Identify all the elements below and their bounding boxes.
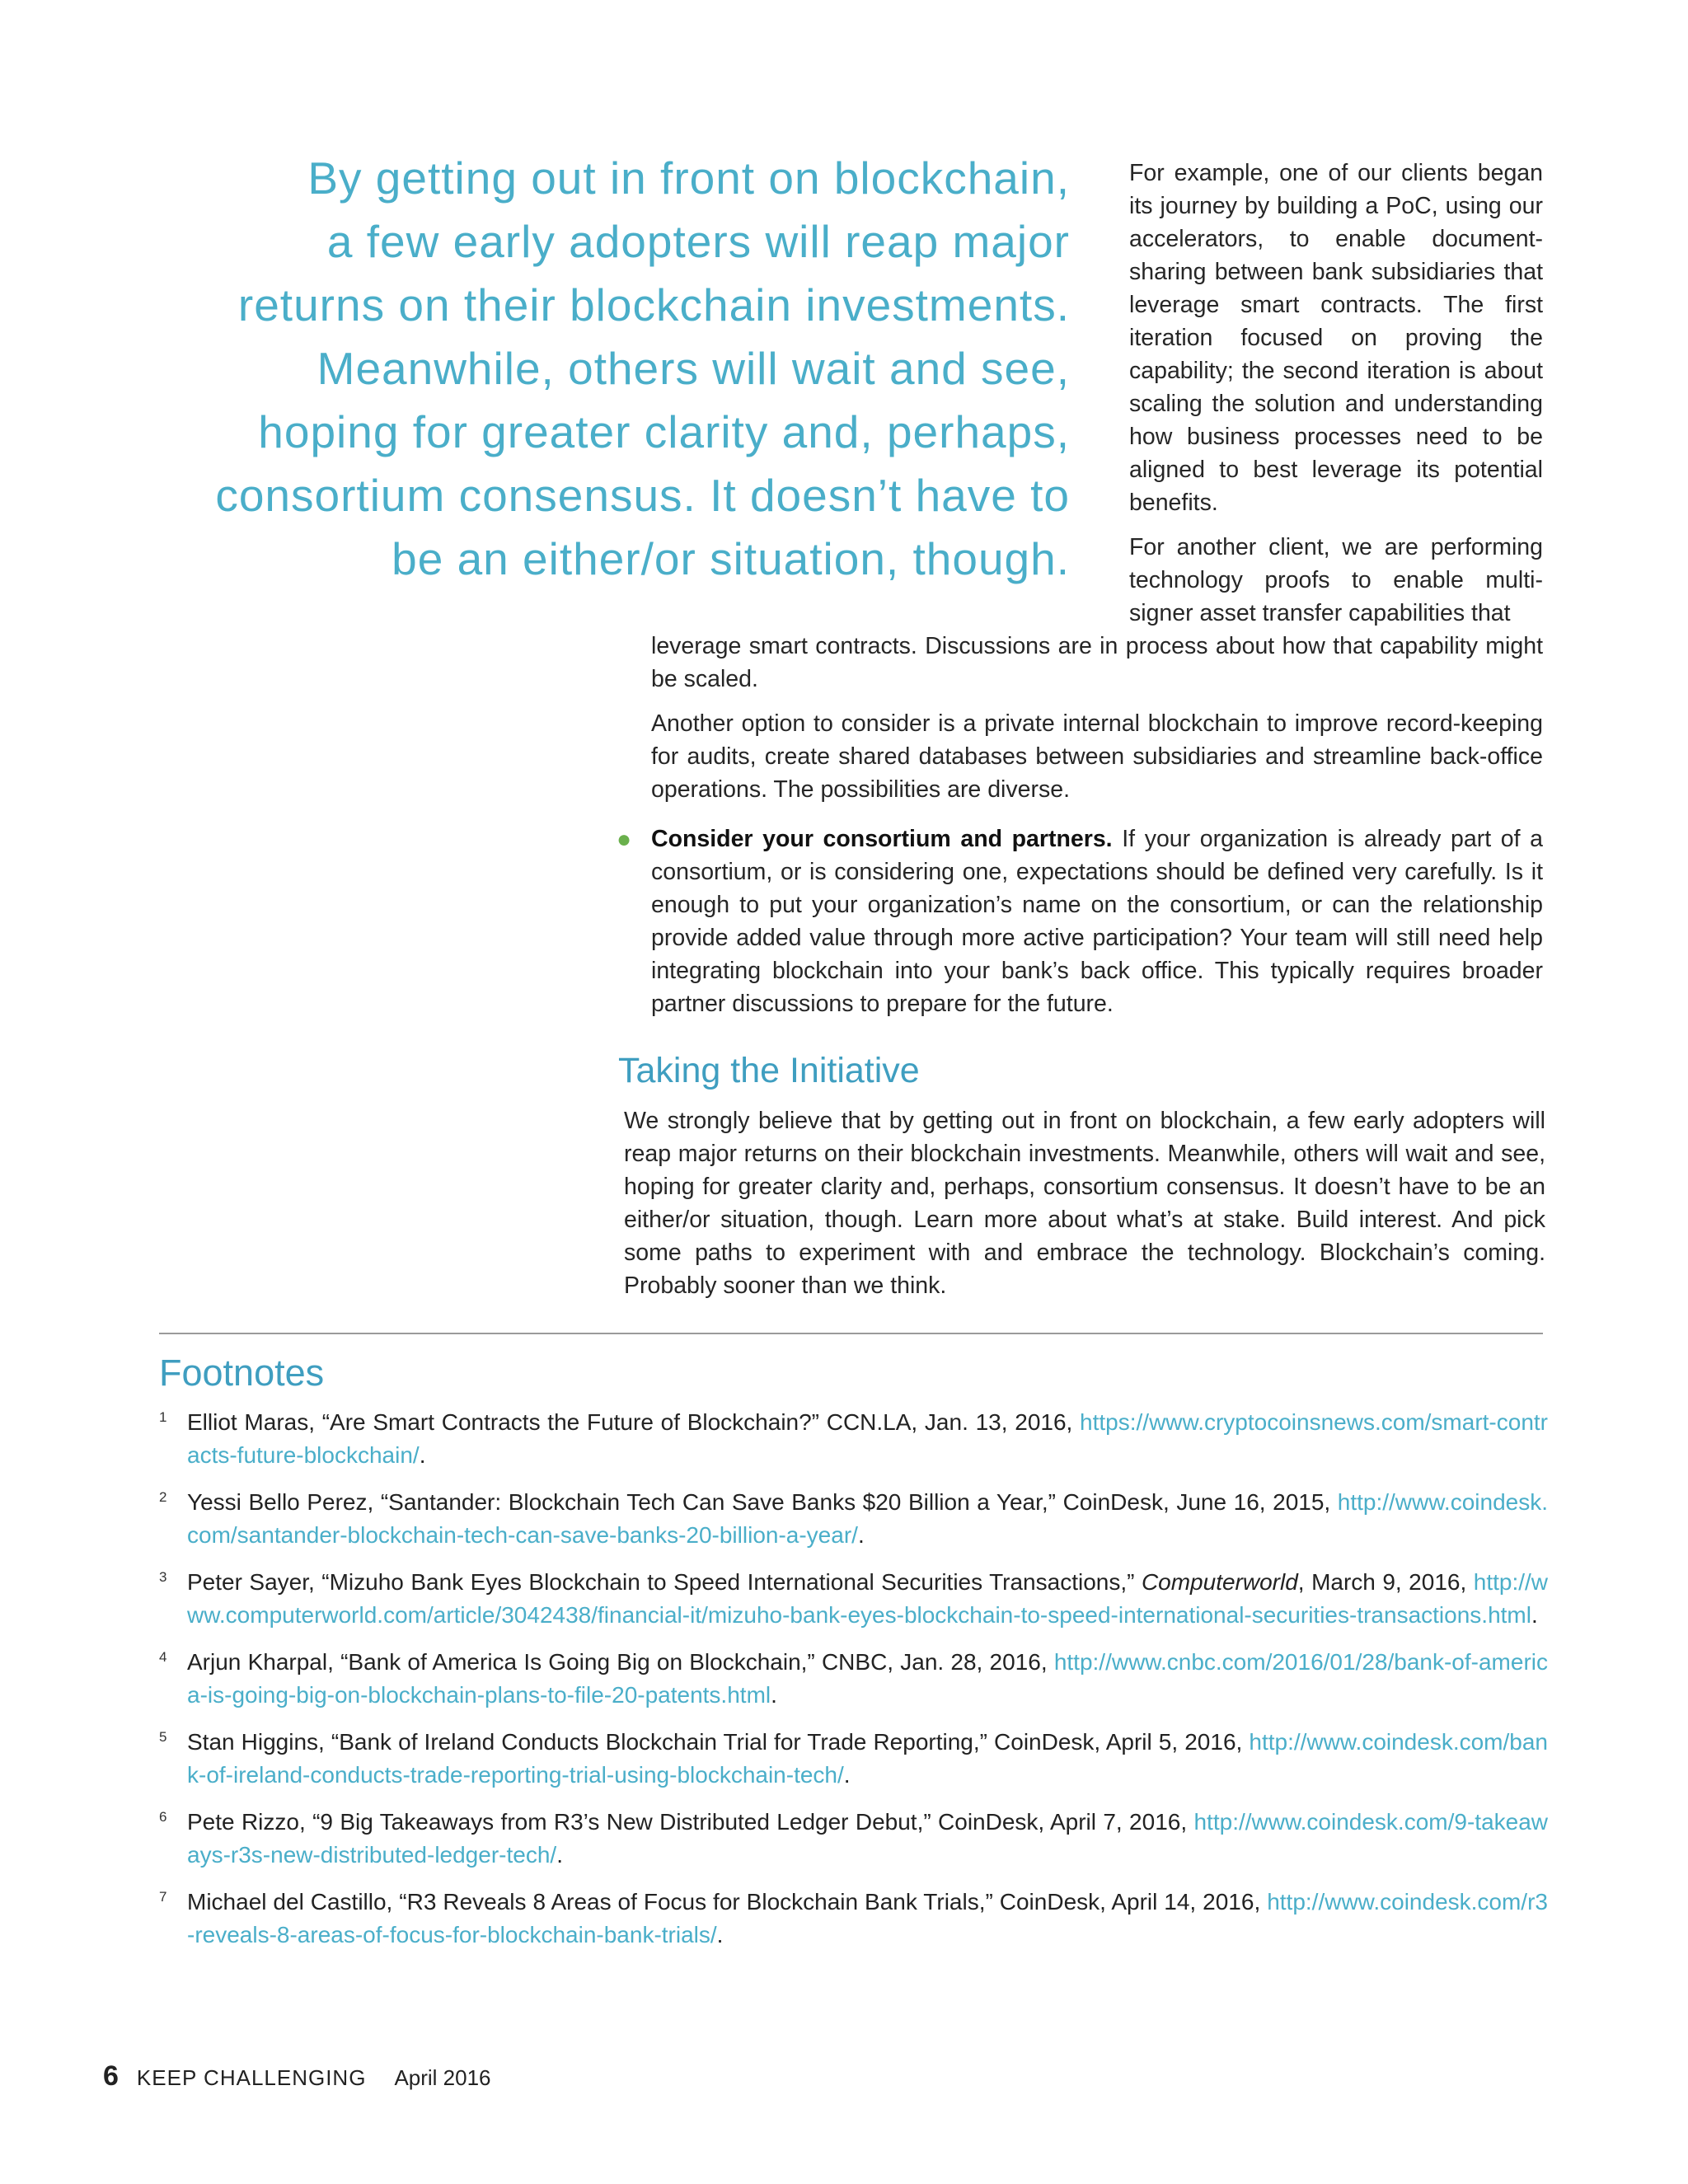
- footnote-link[interactable]: http://www.coindesk.com/santander-blockchain-tech-can-save-banks-20-billion-a-year/: [187, 1489, 1548, 1548]
- divider: [159, 1333, 1543, 1334]
- footnote-number: 6: [159, 1809, 167, 1825]
- pull-quote: [99, 147, 1070, 591]
- body-paragraph: For another client, we are performing technology proofs to enable multi-signer asset transfer capabilities that: [1129, 534, 1543, 626]
- footnote-link[interactable]: https://www.cryptocoinsnews.com/smart-contracts-future-blockchain/: [187, 1409, 1548, 1468]
- footnote-end: .: [419, 1442, 426, 1468]
- pull-quote-line: Meanwhile, others will wait and see,: [316, 343, 1070, 394]
- bullet-item: [651, 823, 1543, 1020]
- right-column: [1129, 157, 1543, 630]
- bullet-text: If your organization is already part of a consortium, or is considering one, expectations should be defined very carefully. Is it enough to put your organization’s name on the consortium, or can the relationship provide added value through more active participation? Your team will still need help integrating blockchain into your bank’s back office. This typically requires broader partner discussions to prepare for the future.: [651, 826, 1543, 1017]
- main-column: [651, 630, 1543, 818]
- page-footer: [103, 2060, 491, 2093]
- footnote-link[interactable]: http://www.coindesk.com/9-takeaways-r3s-new-distributed-ledger-tech/: [187, 1809, 1548, 1868]
- footnote-text: Michael del Castillo, “R3 Reveals 8 Areas of Focus for Blockchain Bank Trials,” CoinDesk, April 14, 2016,: [187, 1889, 1268, 1915]
- footnote-end: .: [556, 1842, 563, 1868]
- footnotes-heading: Footnotes: [159, 1352, 325, 1394]
- publication-name: KEEP CHALLENGING: [136, 2065, 367, 2090]
- footnote-text: Peter Sayer, “Mizuho Bank Eyes Blockchain to Speed International Securities Transactions,”: [187, 1569, 1142, 1595]
- pull-quote-line: consortium consensus. It doesn’t have to: [215, 470, 1070, 521]
- footnote: [159, 1806, 1548, 1872]
- body-paragraph: leverage smart contracts. Discussions are in process about how that capability might be scaled.: [651, 633, 1543, 692]
- footnote-text: , March 9, 2016,: [1297, 1569, 1474, 1595]
- footnote-end: .: [716, 1922, 724, 1947]
- pull-quote-line: By getting out in front on blockchain,: [307, 152, 1070, 204]
- bullet-icon: ●: [617, 826, 632, 853]
- pull-quote-line: hoping for greater clarity and, perhaps,: [258, 406, 1070, 457]
- footnote-text: Elliot Maras, “Are Smart Contracts the Future of Blockchain?” CCN.LA, Jan. 13, 2016,: [187, 1409, 1081, 1435]
- section-body: [624, 1104, 1545, 1302]
- footnote-number: 3: [159, 1569, 167, 1585]
- footnote-number: 1: [159, 1409, 167, 1425]
- footnote-end: .: [857, 1522, 865, 1548]
- footnote: [159, 1726, 1548, 1792]
- footnote-text: Yessi Bello Perez, “Santander: Blockchain Tech Can Save Banks $20 Billion a Year,” CoinDesk, June 16, 2015,: [187, 1489, 1338, 1515]
- pull-quote-line: be an either/or situation, though.: [392, 533, 1070, 584]
- footnote-text: Pete Rizzo, “9 Big Takeaways from R3’s New Distributed Ledger Debut,” CoinDesk, April 7, 2016,: [187, 1809, 1194, 1835]
- publication-date: April 2016: [394, 2065, 491, 2090]
- body-paragraph: Another option to consider is a private internal blockchain to improve record-keeping for audits, create shared databases between subsidiaries and streamline back-office operations. The possibilities are diverse.: [651, 710, 1543, 803]
- pull-quote-line: a few early adopters will reap major: [326, 216, 1070, 267]
- footnote-end: .: [771, 1682, 777, 1708]
- footnote: [159, 1486, 1548, 1552]
- footnote-end: .: [843, 1762, 851, 1788]
- footnote-number: 5: [159, 1729, 167, 1745]
- footnote: [159, 1886, 1548, 1952]
- footnote: [159, 1566, 1548, 1632]
- footnotes-list: [159, 1406, 1548, 1966]
- body-paragraph: For example, one of our clients began its journey by building a PoC, using our accelerators, to enable document-sharing between bank subsidiaries that leverage smart contracts. The first iteration focused on proving the capability; the second iteration is about scaling the solution and understanding how business processes need to be aligned to best leverage its potential benefits.: [1129, 160, 1543, 516]
- body-paragraph: We strongly believe that by getting out in front on blockchain, a few early adopters will reap major returns on their blockchain investments. Meanwhile, others will wait and see, hoping for greater clarity and, perhaps, consortium consensus. It doesn’t have to be an either/or situation, though. Learn more about what’s at stake. Build interest. And pick some paths to experiment with and embrace the technology. Blockchain’s coming. Probably sooner than we think.: [624, 1108, 1545, 1299]
- footnote-text: Arjun Kharpal, “Bank of America Is Going Big on Blockchain,” CNBC, Jan. 28, 2016,: [187, 1649, 1054, 1675]
- footnote-end: .: [1531, 1602, 1538, 1628]
- footnote-link[interactable]: http://www.computerworld.com/article/3042438/financial-it/mizuho-bank-eyes-blockchain-to-speed-international-securities-transactions.html: [187, 1569, 1549, 1628]
- page-number: 6: [103, 2060, 119, 2092]
- section-heading: Taking the Initiative: [618, 1051, 920, 1090]
- footnote-publication: Computerworld: [1141, 1569, 1298, 1595]
- bullet-lead: Consider your consortium and partners.: [651, 826, 1113, 852]
- footnote-number: 2: [159, 1489, 167, 1505]
- footnote-link[interactable]: http://www.coindesk.com/bank-of-ireland-conducts-trade-reporting-trial-using-blockchain-tech/: [187, 1729, 1548, 1788]
- footnote: [159, 1646, 1548, 1712]
- footnote: [159, 1406, 1548, 1472]
- pull-quote-line: returns on their blockchain investments.: [237, 279, 1070, 330]
- footnote-link[interactable]: http://www.cnbc.com/2016/01/28/bank-of-america-is-going-big-on-blockchain-plans-to-file-20-patents.html: [187, 1649, 1548, 1708]
- footnote-number: 7: [159, 1889, 167, 1905]
- footnote-link[interactable]: http://www.coindesk.com/r3-reveals-8-areas-of-focus-for-blockchain-bank-trials/: [187, 1889, 1548, 1947]
- footnote-number: 4: [159, 1649, 167, 1665]
- footnote-text: Stan Higgins, “Bank of Ireland Conducts Blockchain Trial for Trade Reporting,” CoinDesk, April 5, 2016,: [187, 1729, 1250, 1755]
